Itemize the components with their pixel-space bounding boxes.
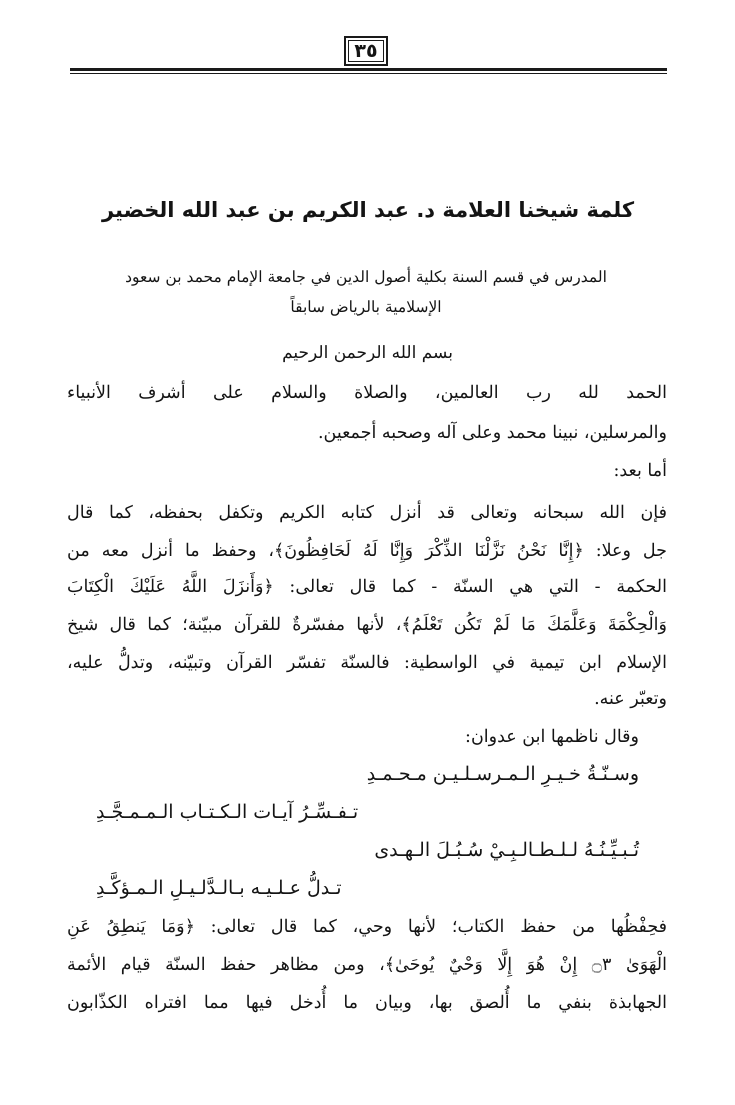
- poem-verse: تُـبـيِّـنُـهُ لـلـطـالـبِـيْ سُـبُـلَ الـهـدى: [374, 839, 639, 861]
- article-title: كلمة شيخنا العلامة د. عبد الكريم بن عبد الله الخضير: [101, 198, 635, 222]
- paragraph-line: الْهَوَىٰ ۝٣ إِنْ هُوَ إِلَّا وَحْيٌ يُوحَىٰ﴾، ومن مظاهر حفظ السنّة قيام الأئمة: [67, 955, 667, 975]
- bismillah: بسم الله الرحمن الرحيم: [282, 343, 453, 363]
- amma-bad-heading: أما بعد:: [613, 461, 667, 481]
- subtitle-line: الإسلامية بالرياض سابقاً: [290, 298, 442, 316]
- paragraph-line: فإن الله سبحانه وتعالى قد أنزل كتابه الكريم وتكفل بحفظه، كما قال: [67, 503, 667, 523]
- author-affiliation: [60, 262, 672, 322]
- paragraph-line: الإسلام ابن تيمية في الواسطية: فالسنّة تفسّر القرآن وتبيّنه، وتدلُّ عليه،: [67, 653, 667, 673]
- header-rule-thick: [70, 68, 667, 71]
- poet-intro: وقال ناظمها ابن عدوان:: [465, 727, 639, 747]
- poem-verse: تـدلُّ عـلـيـه بـالـدَّلـيـلِ الـمـؤكَّـدِ: [96, 877, 342, 899]
- paragraph-line: وتعبّر عنه.: [594, 689, 667, 709]
- header-rule-thin: [70, 73, 667, 74]
- page-number: ٣٥: [354, 40, 378, 62]
- paragraph-line: فحِفْظُها من حفظ الكتاب؛ لأنها وحي، كما قال تعالى: ﴿وَمَا يَنطِقُ عَنِ: [67, 917, 667, 937]
- poem-verse: تـفـسِّـرُ آيـات الـكـتـاب الـمـمـجَّـدِ: [96, 801, 359, 823]
- paragraph-line: الحمد لله رب العالمين، والصلاة والسلام على أشرف الأنبياء: [67, 383, 667, 403]
- subtitle-line: المدرس في قسم السنة بكلية أصول الدين في جامعة الإمام محمد بن سعود: [125, 268, 607, 286]
- paragraph-line: الجهابذة بنفي ما أُلصق بها، وبيان ما أُدخل فيها مما افتراه الكذّابون: [67, 993, 667, 1013]
- paragraph-line: وَالْحِكْمَةَ وَعَلَّمَكَ مَا لَمْ تَكُن تَعْلَمُ﴾، لأنها مفسّرةٌ للقرآن مبيّنة؛ كما قال شيخ: [67, 615, 667, 635]
- paragraph-line: الحكمة - التي هي السنّة - كما قال تعالى: ﴿وَأَنزَلَ اللَّهُ عَلَيْكَ الْكِتَابَ: [67, 577, 667, 597]
- poem-verse: وسـنّـةُ خـيـرِ الـمـرسـلـيـن مـحـمـدِ: [366, 763, 639, 785]
- page-number-badge: [344, 36, 388, 66]
- paragraph-line: جل وعلا: ﴿إِنَّا نَحْنُ نَزَّلْنَا الذِّكْرَ وَإِنَّا لَهُ لَحَافِظُونَ﴾، وحفظ ما أنزل معه من: [67, 541, 667, 561]
- paragraph-line: والمرسلين، نبينا محمد وعلى آله وصحبه أجمعين.: [317, 423, 667, 443]
